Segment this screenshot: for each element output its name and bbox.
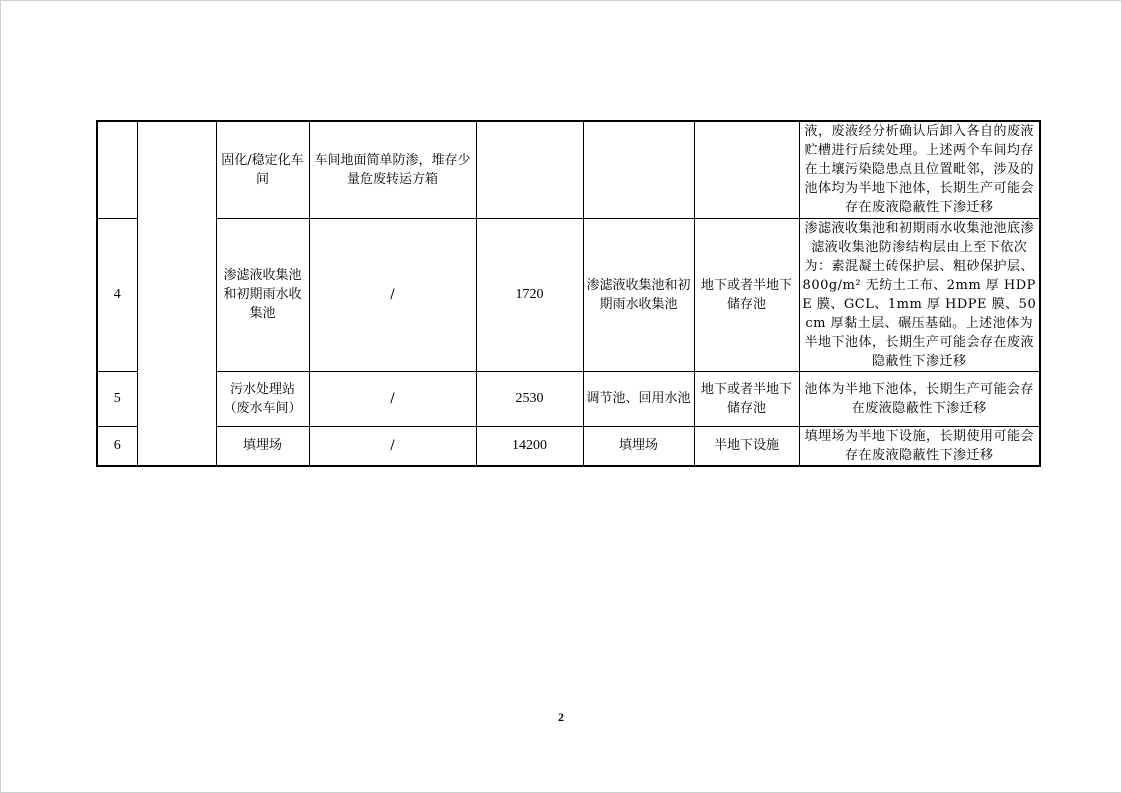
page-number: 2 (558, 710, 564, 724)
cell-description: 池体为半地下池体，长期生产可能会存在废液隐蔽性下渗迁移 (799, 371, 1040, 426)
cell-area: 2530 (476, 371, 583, 426)
cell-area: 1720 (476, 218, 583, 371)
cell-facility: 污水处理站（废水车间） (216, 371, 309, 426)
cell-facility: 渗滤液收集池和初期雨水收集池 (216, 218, 309, 371)
cell-area: 14200 (476, 426, 583, 466)
cell-merged-blank (137, 121, 216, 466)
cell-type: 半地下设施 (694, 426, 799, 466)
cell-pool (583, 121, 694, 218)
cell-type: 地下或者半地下储存池 (694, 218, 799, 371)
cell-measure: / (309, 371, 476, 426)
cell-pool: 渗滤液收集池和初期雨水收集池 (583, 218, 694, 371)
cell-no: 4 (97, 218, 137, 371)
cell-measure: / (309, 218, 476, 371)
cell-description: 渗滤液收集池和初期雨水收集池池底渗滤液收集池防渗结构层由上至下依次为：素混凝土砖保护层、粗砂保护层、800g/m² 无纺土工布、2mm 厚 HDPE 膜、GCL、1mm 厚 HDPE 膜、50cm 厚黏土层、碾压基础。上述池体为半地下池体，长期生产可能会存在废液隐蔽性下渗迁移 (799, 218, 1040, 371)
cell-description: 填埋场为半地下设施，长期使用可能会存在废液隐蔽性下渗迁移 (799, 426, 1040, 466)
table-row (97, 218, 1040, 371)
facility-table (96, 120, 1041, 467)
cell-measure: / (309, 426, 476, 466)
table-row (97, 371, 1040, 426)
cell-pool: 填埋场 (583, 426, 694, 466)
cell-type: 地下或者半地下储存池 (694, 371, 799, 426)
cell-no (97, 121, 137, 218)
cell-area (476, 121, 583, 218)
cell-description: 液，废液经分析确认后卸入各自的废液贮槽进行后续处理。上述两个车间均存在土壤污染隐患点且位置毗邻，涉及的池体均为半地下池体，长期生产可能会存在废液隐蔽性下渗迁移 (799, 121, 1040, 218)
cell-facility: 固化/稳定化车间 (216, 121, 309, 218)
cell-type (694, 121, 799, 218)
cell-pool: 调节池、回用水池 (583, 371, 694, 426)
table-row (97, 426, 1040, 466)
cell-no: 6 (97, 426, 137, 466)
cell-no: 5 (97, 371, 137, 426)
cell-measure: 车间地面简单防渗，堆存少量危废转运方箱 (309, 121, 476, 218)
cell-facility: 填埋场 (216, 426, 309, 466)
table-row (97, 121, 1040, 218)
